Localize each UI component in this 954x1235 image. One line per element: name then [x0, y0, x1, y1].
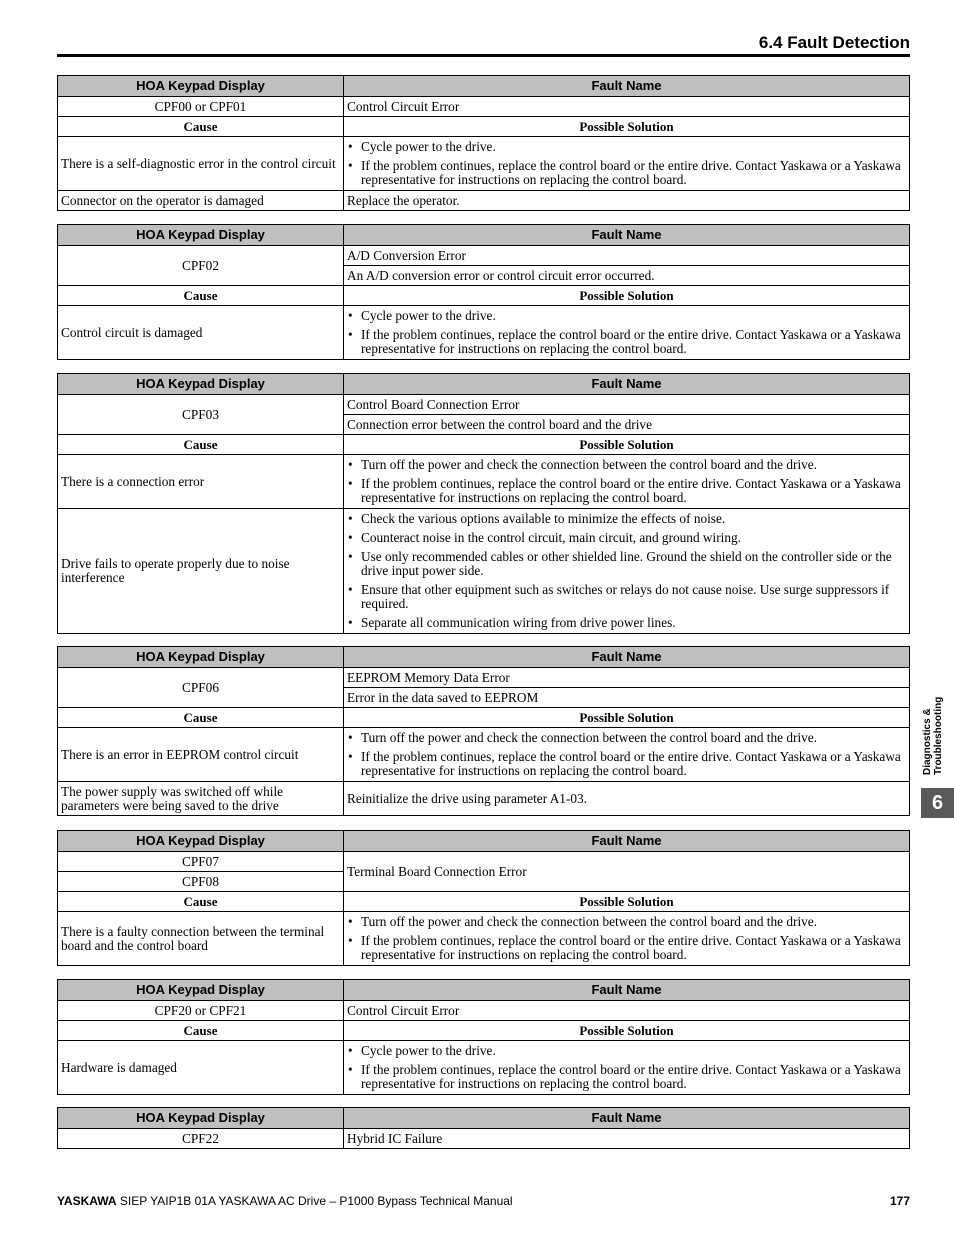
- col-header-fault: Fault Name: [344, 647, 910, 668]
- fault-code: CPF22: [58, 1129, 344, 1149]
- col-header-solution: Possible Solution: [344, 708, 910, 728]
- col-header-cause: Cause: [58, 1021, 344, 1041]
- fault-code: CPF00 or CPF01: [58, 97, 344, 117]
- fault-code: CPF08: [58, 872, 344, 892]
- col-header-fault: Fault Name: [344, 1108, 910, 1129]
- solution-item: • Cycle power to the drive.: [347, 1044, 906, 1058]
- col-header-display: HOA Keypad Display: [58, 831, 344, 852]
- solution-list: [347, 728, 906, 781]
- cause-text: There is an error in EEPROM control circuit: [58, 728, 344, 782]
- solution-item: • If the problem continues, replace the control board or the entire drive. Contact Yaskawa or a Yaskawa representative for instructions on replacing the control board.: [347, 1063, 906, 1091]
- fault-code: CPF02: [58, 246, 344, 286]
- col-header-solution: Possible Solution: [344, 286, 910, 306]
- solution-list: [347, 455, 906, 508]
- fault-code: CPF06: [58, 668, 344, 708]
- col-header-solution: Possible Solution: [344, 1021, 910, 1041]
- solution-item: • Cycle power to the drive.: [347, 309, 906, 323]
- col-header-cause: Cause: [58, 286, 344, 306]
- solution-item: • Counteract noise in the control circuit, main circuit, and ground wiring.: [347, 531, 906, 545]
- col-header-display: HOA Keypad Display: [58, 1108, 344, 1129]
- footer-brand: YASKAWA: [57, 1194, 117, 1208]
- col-header-display: HOA Keypad Display: [58, 647, 344, 668]
- solution-list: [347, 137, 906, 190]
- fault-table-cpf03: [57, 373, 910, 634]
- fault-table-cpf02: [57, 224, 910, 360]
- page-section-title: 6.4 Fault Detection: [758, 33, 910, 52]
- fault-table-cpf22: [57, 1107, 910, 1149]
- cause-text: There is a faulty connection between the terminal board and the control board: [58, 912, 344, 966]
- solution-item: • Turn off the power and check the connection between the control board and the drive.: [347, 915, 906, 929]
- col-header-display: HOA Keypad Display: [58, 225, 344, 246]
- page-number: 177: [889, 1194, 910, 1208]
- cause-text: The power supply was switched off while parameters were being saved to the drive: [58, 782, 344, 816]
- fault-code: CPF20 or CPF21: [58, 1001, 344, 1021]
- fault-code: CPF07: [58, 852, 344, 872]
- cause-text: Control circuit is damaged: [58, 306, 344, 360]
- col-header-display: HOA Keypad Display: [58, 980, 344, 1001]
- solution-item: • Check the various options available to minimize the effects of noise.: [347, 512, 906, 526]
- col-header-cause: Cause: [58, 435, 344, 455]
- fault-name: Terminal Board Connection Error: [344, 852, 910, 892]
- cause-text: Connector on the operator is damaged: [58, 191, 344, 211]
- solution-item: • Turn off the power and check the connection between the control board and the drive.: [347, 731, 906, 745]
- solution-item: • Use only recommended cables or other shielded line. Ground the shield on the controller side or the drive input power side.: [347, 550, 906, 578]
- solution-list: [347, 306, 906, 359]
- col-header-solution: Possible Solution: [344, 117, 910, 137]
- solution-item: • If the problem continues, replace the control board or the entire drive. Contact Yaskawa or a Yaskawa representative for instructions on replacing the control board.: [347, 159, 906, 187]
- fault-description: Error in the data saved to EEPROM: [344, 688, 910, 708]
- footer-doc-title: SIEP YAIP1B 01A YASKAWA AC Drive – P1000 Bypass Technical Manual: [116, 1194, 513, 1208]
- chapter-tab: 6: [921, 788, 954, 818]
- solution-item: • If the problem continues, replace the control board or the entire drive. Contact Yaskawa or a Yaskawa representative for instructions on replacing the control board.: [347, 477, 906, 505]
- col-header-display: HOA Keypad Display: [58, 374, 344, 395]
- solution-text: Replace the operator.: [344, 191, 910, 211]
- col-header-fault: Fault Name: [344, 831, 910, 852]
- col-header-fault: Fault Name: [344, 980, 910, 1001]
- solution-item: • Ensure that other equipment such as switches or relays do not cause noise. Use surge suppressors if required.: [347, 583, 906, 611]
- solution-list: [347, 1041, 906, 1094]
- solution-item: • If the problem continues, replace the control board or the entire drive. Contact Yaskawa or a Yaskawa representative for instructions on replacing the control board.: [347, 934, 906, 962]
- cause-text: There is a self-diagnostic error in the control circuit: [58, 137, 344, 191]
- cause-text: Hardware is damaged: [58, 1041, 344, 1095]
- solution-item: • If the problem continues, replace the control board or the entire drive. Contact Yaskawa or a Yaskawa representative for instructions on replacing the control board.: [347, 750, 906, 778]
- col-header-cause: Cause: [58, 117, 344, 137]
- fault-table-cpf00: [57, 75, 910, 211]
- fault-name: EEPROM Memory Data Error: [344, 668, 910, 688]
- col-header-fault: Fault Name: [344, 76, 910, 97]
- col-header-fault: Fault Name: [344, 374, 910, 395]
- solution-text: Reinitialize the drive using parameter A1-03.: [344, 782, 910, 816]
- fault-name: Control Circuit Error: [344, 1001, 910, 1021]
- chapter-label-line: Diagnostics &: [922, 708, 933, 775]
- cause-text: Drive fails to operate properly due to noise interference: [58, 509, 344, 634]
- fault-description: An A/D conversion error or control circuit error occurred.: [344, 266, 910, 286]
- solution-item: • Separate all communication wiring from drive power lines.: [347, 616, 906, 630]
- col-header-fault: Fault Name: [344, 225, 910, 246]
- fault-name: Control Circuit Error: [344, 97, 910, 117]
- fault-table-cpf06: [57, 646, 910, 816]
- fault-name: Control Board Connection Error: [344, 395, 910, 415]
- col-header-cause: Cause: [58, 708, 344, 728]
- solution-item: • Cycle power to the drive.: [347, 140, 906, 154]
- solution-item: • If the problem continues, replace the control board or the entire drive. Contact Yaskawa or a Yaskawa representative for instructions on replacing the control board.: [347, 328, 906, 356]
- chapter-side-label: [922, 675, 944, 775]
- fault-name: A/D Conversion Error: [344, 246, 910, 266]
- page-footer: [57, 1194, 910, 1208]
- chapter-label-line: Troubleshooting: [933, 696, 944, 775]
- fault-code: CPF03: [58, 395, 344, 435]
- cause-text: There is a connection error: [58, 455, 344, 509]
- fault-name: Hybrid IC Failure: [344, 1129, 910, 1149]
- fault-table-cpf20: [57, 979, 910, 1095]
- col-header-solution: Possible Solution: [344, 435, 910, 455]
- solution-item: • Turn off the power and check the connection between the control board and the drive.: [347, 458, 906, 472]
- solution-list: [347, 509, 906, 633]
- solution-list: [347, 912, 906, 965]
- col-header-solution: Possible Solution: [344, 892, 910, 912]
- col-header-cause: Cause: [58, 892, 344, 912]
- fault-description: Connection error between the control board and the drive: [344, 415, 910, 435]
- col-header-display: HOA Keypad Display: [58, 76, 344, 97]
- header-divider: [57, 54, 910, 57]
- fault-table-cpf07: [57, 830, 910, 966]
